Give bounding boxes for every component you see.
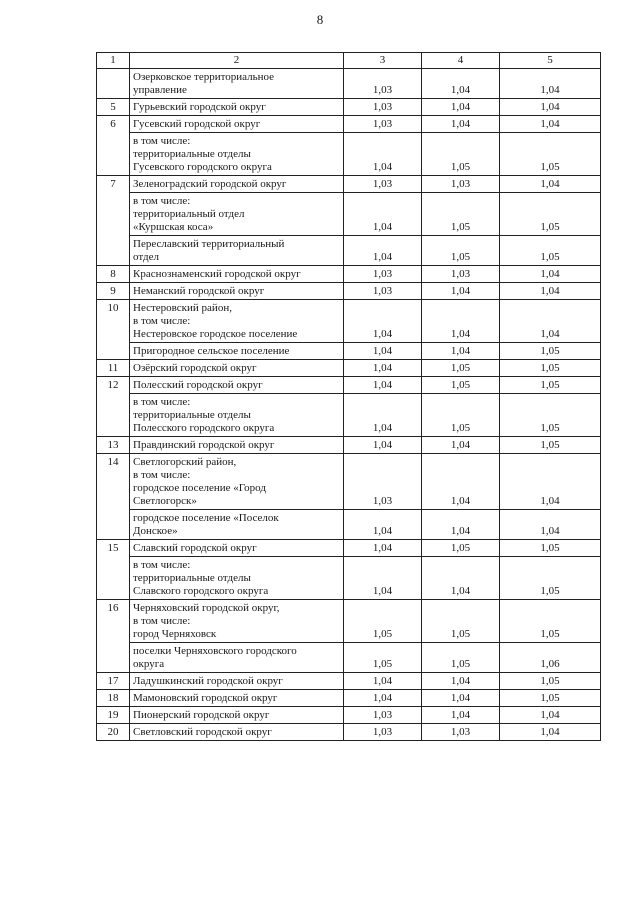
table-row — [97, 236, 601, 266]
municipality-name-cell: Пионерский городской округ — [130, 707, 344, 724]
row-number-cell: 15 — [97, 540, 130, 600]
table-row — [97, 300, 601, 343]
row-number-cell: 16 — [97, 600, 130, 673]
coefficient-col4-cell: 1,04 — [422, 343, 500, 360]
coefficient-col4-cell: 1,04 — [422, 283, 500, 300]
municipality-name-cell: Переславский территориальный отдел — [130, 236, 344, 266]
municipality-name-cell: Краснознаменский городской округ — [130, 266, 344, 283]
row-number-cell: 18 — [97, 690, 130, 707]
coefficient-col5-cell: 1,05 — [500, 540, 601, 557]
coefficient-col5-cell: 1,04 — [500, 176, 601, 193]
table-row — [97, 377, 601, 394]
coefficient-col4-cell: 1,05 — [422, 133, 500, 176]
coefficient-col4-cell: 1,04 — [422, 557, 500, 600]
coefficient-col5-cell: 1,05 — [500, 236, 601, 266]
table-row — [97, 343, 601, 360]
coefficient-col5-cell: 1,04 — [500, 454, 601, 510]
row-number-cell: 6 — [97, 116, 130, 176]
coefficient-col5-cell: 1,05 — [500, 437, 601, 454]
coefficient-col5-cell: 1,04 — [500, 724, 601, 741]
column-header: 1 — [97, 53, 130, 69]
municipality-name-cell: Славский городской округ — [130, 540, 344, 557]
coefficient-col4-cell: 1,05 — [422, 540, 500, 557]
coefficient-col3-cell: 1,04 — [344, 300, 422, 343]
coefficient-col3-cell: 1,04 — [344, 673, 422, 690]
municipality-name-cell: Гурьевский городской округ — [130, 99, 344, 116]
table-row — [97, 454, 601, 510]
coefficient-col3-cell: 1,04 — [344, 343, 422, 360]
coefficient-col5-cell: 1,05 — [500, 193, 601, 236]
coefficient-col4-cell: 1,04 — [422, 437, 500, 454]
coefficient-col3-cell: 1,03 — [344, 707, 422, 724]
row-number-cell: 17 — [97, 673, 130, 690]
table-row — [97, 99, 601, 116]
coefficient-col3-cell: 1,03 — [344, 69, 422, 99]
municipality-name-cell: Гусевский городской округ — [130, 116, 344, 133]
coefficient-col3-cell: 1,03 — [344, 266, 422, 283]
page-number: 8 — [316, 12, 324, 27]
coefficient-col3-cell: 1,03 — [344, 116, 422, 133]
municipality-name-cell: Мамоновский городской округ — [130, 690, 344, 707]
coefficient-col4-cell: 1,04 — [422, 510, 500, 540]
coefficient-col3-cell: 1,03 — [344, 283, 422, 300]
municipality-name-cell: в том числе: территориальный отдел «Куршская коса» — [130, 193, 344, 236]
coefficient-col5-cell: 1,05 — [500, 360, 601, 377]
row-number-cell: 19 — [97, 707, 130, 724]
coefficient-col3-cell: 1,04 — [344, 540, 422, 557]
coefficient-col3-cell: 1,04 — [344, 510, 422, 540]
row-number-cell: 10 — [97, 300, 130, 360]
coefficient-col5-cell: 1,04 — [500, 283, 601, 300]
table-row — [97, 360, 601, 377]
coefficient-col3-cell: 1,04 — [344, 437, 422, 454]
column-header: 5 — [500, 53, 601, 69]
coefficient-col4-cell: 1,04 — [422, 116, 500, 133]
municipality-name-cell: Озёрский городской округ — [130, 360, 344, 377]
table-row — [97, 724, 601, 741]
coefficient-col5-cell: 1,04 — [500, 707, 601, 724]
row-number-cell: 11 — [97, 360, 130, 377]
municipality-name-cell: Пригородное сельское поселение — [130, 343, 344, 360]
coefficient-col3-cell: 1,04 — [344, 557, 422, 600]
municipality-name-cell: Ладушкинский городской округ — [130, 673, 344, 690]
municipality-name-cell: городское поселение «Поселок Донское» — [130, 510, 344, 540]
row-number-cell — [97, 69, 130, 99]
column-header: 3 — [344, 53, 422, 69]
table-header-row — [97, 53, 601, 69]
coefficient-col4-cell: 1,03 — [422, 724, 500, 741]
table-row — [97, 510, 601, 540]
coefficient-col3-cell: 1,05 — [344, 643, 422, 673]
coefficient-col5-cell: 1,05 — [500, 343, 601, 360]
coefficient-col5-cell: 1,04 — [500, 510, 601, 540]
table-row — [97, 133, 601, 176]
table-row — [97, 600, 601, 643]
coefficient-col4-cell: 1,04 — [422, 99, 500, 116]
row-number-cell: 9 — [97, 283, 130, 300]
coefficient-col3-cell: 1,04 — [344, 360, 422, 377]
coefficient-col4-cell: 1,05 — [422, 394, 500, 437]
coefficient-col5-cell: 1,06 — [500, 643, 601, 673]
column-header: 4 — [422, 53, 500, 69]
municipality-name-cell: Светлогорский район, в том числе: городское поселение «Город Светлогорск» — [130, 454, 344, 510]
coefficient-col5-cell: 1,05 — [500, 690, 601, 707]
coefficient-col5-cell: 1,05 — [500, 673, 601, 690]
table-row — [97, 540, 601, 557]
municipality-name-cell: поселки Черняховского городского округа — [130, 643, 344, 673]
coefficient-col4-cell: 1,04 — [422, 707, 500, 724]
municipality-name-cell: в том числе: территориальные отделы Полесского городского округа — [130, 394, 344, 437]
municipality-name-cell: Черняховский городской округ, в том числе: город Черняховск — [130, 600, 344, 643]
table-row — [97, 266, 601, 283]
table-row — [97, 557, 601, 600]
coefficient-col4-cell: 1,05 — [422, 377, 500, 394]
table-row — [97, 193, 601, 236]
coefficient-col5-cell: 1,05 — [500, 377, 601, 394]
row-number-cell: 8 — [97, 266, 130, 283]
table-row — [97, 394, 601, 437]
table-row — [97, 176, 601, 193]
table-row — [97, 69, 601, 99]
coefficient-col4-cell: 1,03 — [422, 266, 500, 283]
coefficients-table — [96, 52, 601, 741]
row-number-cell: 12 — [97, 377, 130, 437]
coefficient-col5-cell: 1,04 — [500, 266, 601, 283]
coefficient-col3-cell: 1,04 — [344, 394, 422, 437]
municipality-name-cell: Правдинский городской округ — [130, 437, 344, 454]
coefficient-col5-cell: 1,05 — [500, 394, 601, 437]
municipality-name-cell: Нестеровский район, в том числе: Нестеровское городское поселение — [130, 300, 344, 343]
coefficient-col3-cell: 1,03 — [344, 724, 422, 741]
table-row — [97, 690, 601, 707]
coefficient-col5-cell: 1,04 — [500, 99, 601, 116]
coefficient-col5-cell: 1,05 — [500, 133, 601, 176]
coefficient-col3-cell: 1,03 — [344, 99, 422, 116]
coefficient-col4-cell: 1,05 — [422, 236, 500, 266]
coefficient-col4-cell: 1,05 — [422, 360, 500, 377]
coefficient-col3-cell: 1,04 — [344, 690, 422, 707]
coefficient-col4-cell: 1,05 — [422, 643, 500, 673]
coefficient-col3-cell: 1,04 — [344, 236, 422, 266]
coefficient-col3-cell: 1,05 — [344, 600, 422, 643]
municipality-name-cell: Неманский городской округ — [130, 283, 344, 300]
table-row — [97, 116, 601, 133]
coefficient-col5-cell: 1,05 — [500, 600, 601, 643]
coefficient-col4-cell: 1,04 — [422, 690, 500, 707]
column-header: 2 — [130, 53, 344, 69]
coefficient-col4-cell: 1,04 — [422, 300, 500, 343]
coefficient-col5-cell: 1,04 — [500, 116, 601, 133]
table-row — [97, 673, 601, 690]
table-row — [97, 437, 601, 454]
coefficient-col3-cell: 1,04 — [344, 193, 422, 236]
coefficient-col5-cell: 1,04 — [500, 69, 601, 99]
coefficient-col3-cell: 1,03 — [344, 176, 422, 193]
coefficient-col4-cell: 1,04 — [422, 69, 500, 99]
coefficient-col4-cell: 1,04 — [422, 454, 500, 510]
coefficient-col3-cell: 1,03 — [344, 454, 422, 510]
coefficient-col3-cell: 1,04 — [344, 377, 422, 394]
municipality-name-cell: Озерковское территориальное управление — [130, 69, 344, 99]
coefficient-col3-cell: 1,04 — [344, 133, 422, 176]
coefficient-col4-cell: 1,04 — [422, 673, 500, 690]
municipality-name-cell: в том числе: территориальные отделы Славского городского округа — [130, 557, 344, 600]
table-row — [97, 283, 601, 300]
municipality-name-cell: Светловский городской округ — [130, 724, 344, 741]
row-number-cell: 7 — [97, 176, 130, 266]
municipality-name-cell: Зеленоградский городской округ — [130, 176, 344, 193]
table-row — [97, 707, 601, 724]
coefficient-col5-cell: 1,04 — [500, 300, 601, 343]
row-number-cell: 13 — [97, 437, 130, 454]
coefficient-col5-cell: 1,05 — [500, 557, 601, 600]
row-number-cell: 5 — [97, 99, 130, 116]
municipality-name-cell: в том числе: территориальные отделы Гусевского городского округа — [130, 133, 344, 176]
row-number-cell: 20 — [97, 724, 130, 741]
coefficient-col4-cell: 1,05 — [422, 600, 500, 643]
municipality-name-cell: Полесский городской округ — [130, 377, 344, 394]
coefficient-col4-cell: 1,03 — [422, 176, 500, 193]
table-row — [97, 643, 601, 673]
coefficient-col4-cell: 1,05 — [422, 193, 500, 236]
row-number-cell: 14 — [97, 454, 130, 540]
